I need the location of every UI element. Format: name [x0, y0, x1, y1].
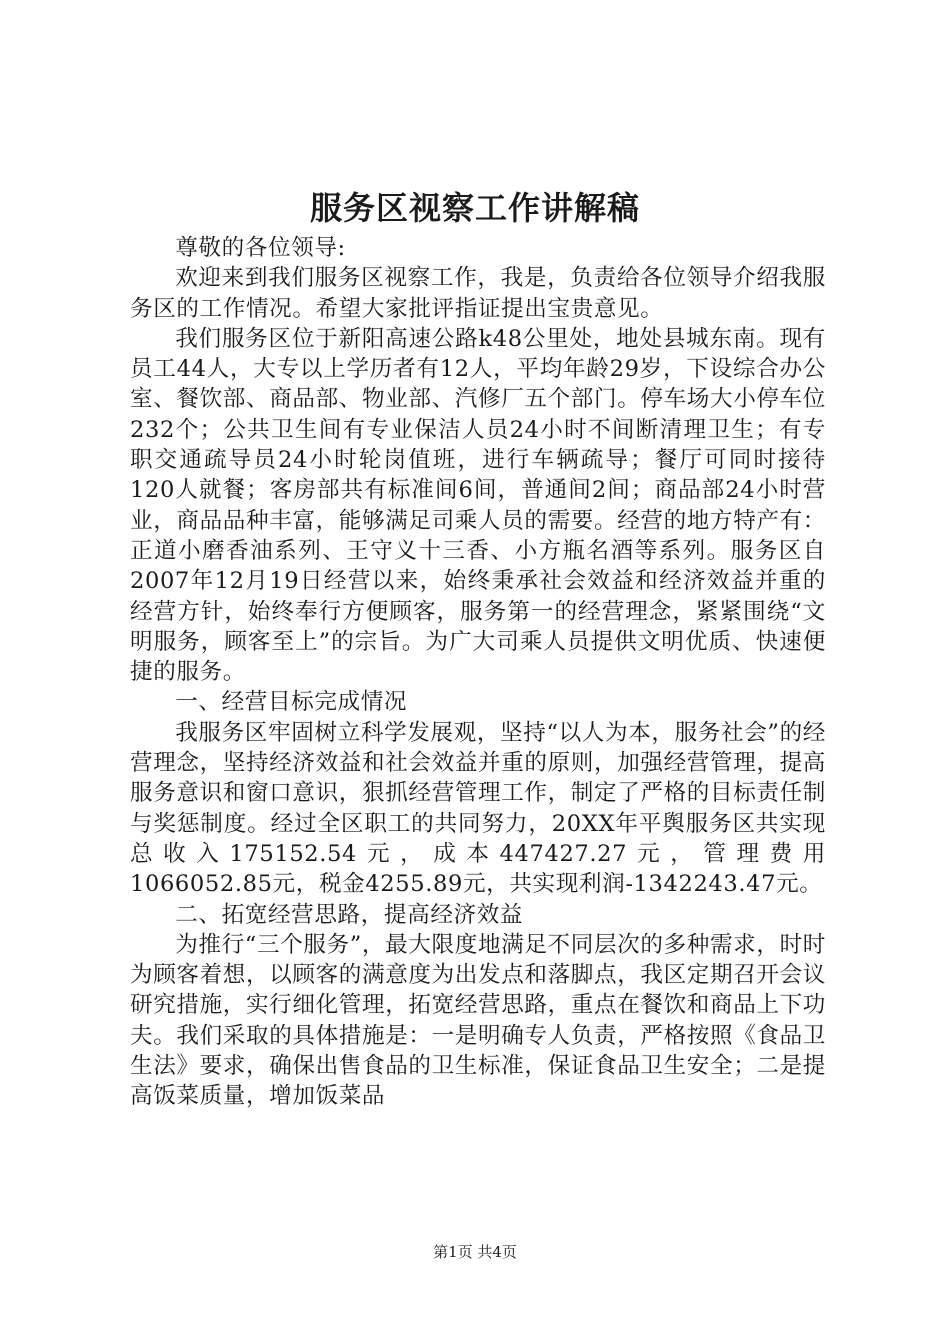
section-heading-1: 一、经营目标完成情况 — [175, 689, 408, 716]
paragraph-overview: 我们服务区位于新阳高速公路k48公里处，地处县城东南。现有员工44人，大专以上学历者有12人，平均年龄29岁，下设综合办公室、餐饮部、商品部、物业部、汽修厂五个部门。停车场大小停车位232个；公共卫生间有专业保洁人员24小时不间断清理卫生；有专职交通疏导员24小时轮岗值班，进行车辆疏导；餐厅可同时接待120人就餐；客房部共有标准间6间，普通间2间；商品部24小时营业，商品品种丰富，能够满足司乘人员的需要。经营的地方特产有：正道小磨香油系列、王守义十三香、小方瓶名酒等系列。服务区自2007年12月19日经营以来，始终秉承社会效益和经济效益并重的经营方针，始终奉行方便顾客，服务第一的经营理念，紧紧围绕“文明服务，顾客至上”的宗旨。为广大司乘人员提供文明优质、快速便捷的服务。 — [130, 325, 826, 686]
document-body — [130, 233, 826, 1112]
salutation: 尊敬的各位领导: — [175, 235, 346, 261]
section-paragraph-1: 我服务区牢固树立科学发展观，坚持“以人为本，服务社会”的经营理念，坚持经济效益和社会效益并重的原则，加强经营管理，提高服务意识和窗口意识，狠抓经营管理工作，制定了严格的目标责任制与奖惩制度。经过全区职工的共同努力，20XX年平舆服务区共实现总收入175152.54元，成本447427.27元，管理费用1066052.85元，税金4255.89元，共实现利润-1342243.47元。 — [130, 719, 826, 898]
page-footer: 第1页 共4页 — [433, 1243, 517, 1261]
document-title: 服务区视察工作讲解稿 — [309, 189, 640, 227]
section-heading-2: 二、拓宽经营思路，提高经济效益 — [175, 901, 524, 928]
section-paragraph-2: 为推行“三个服务”，最大限度地满足不同层次的多种需求，时时为顾客着想，以顾客的满意度为出发点和落脚点，我区定期召开会议研究措施，实行细化管理，拓宽经营思路，重点在餐饮和商品上下功夫。我们采取的具体措施是：一是明确专人负责，严格按照《食品卫生法》要求，确保出售食品的卫生标准，保证食品卫生安全；二是提高饭菜质量，增加饭菜品 — [130, 931, 826, 1110]
paragraph-welcome: 欢迎来到我们服务区视察工作，我是，负责给各位领导介绍我服务区的工作情况。希望大家批评指证提出宝贵意见。 — [130, 265, 826, 322]
